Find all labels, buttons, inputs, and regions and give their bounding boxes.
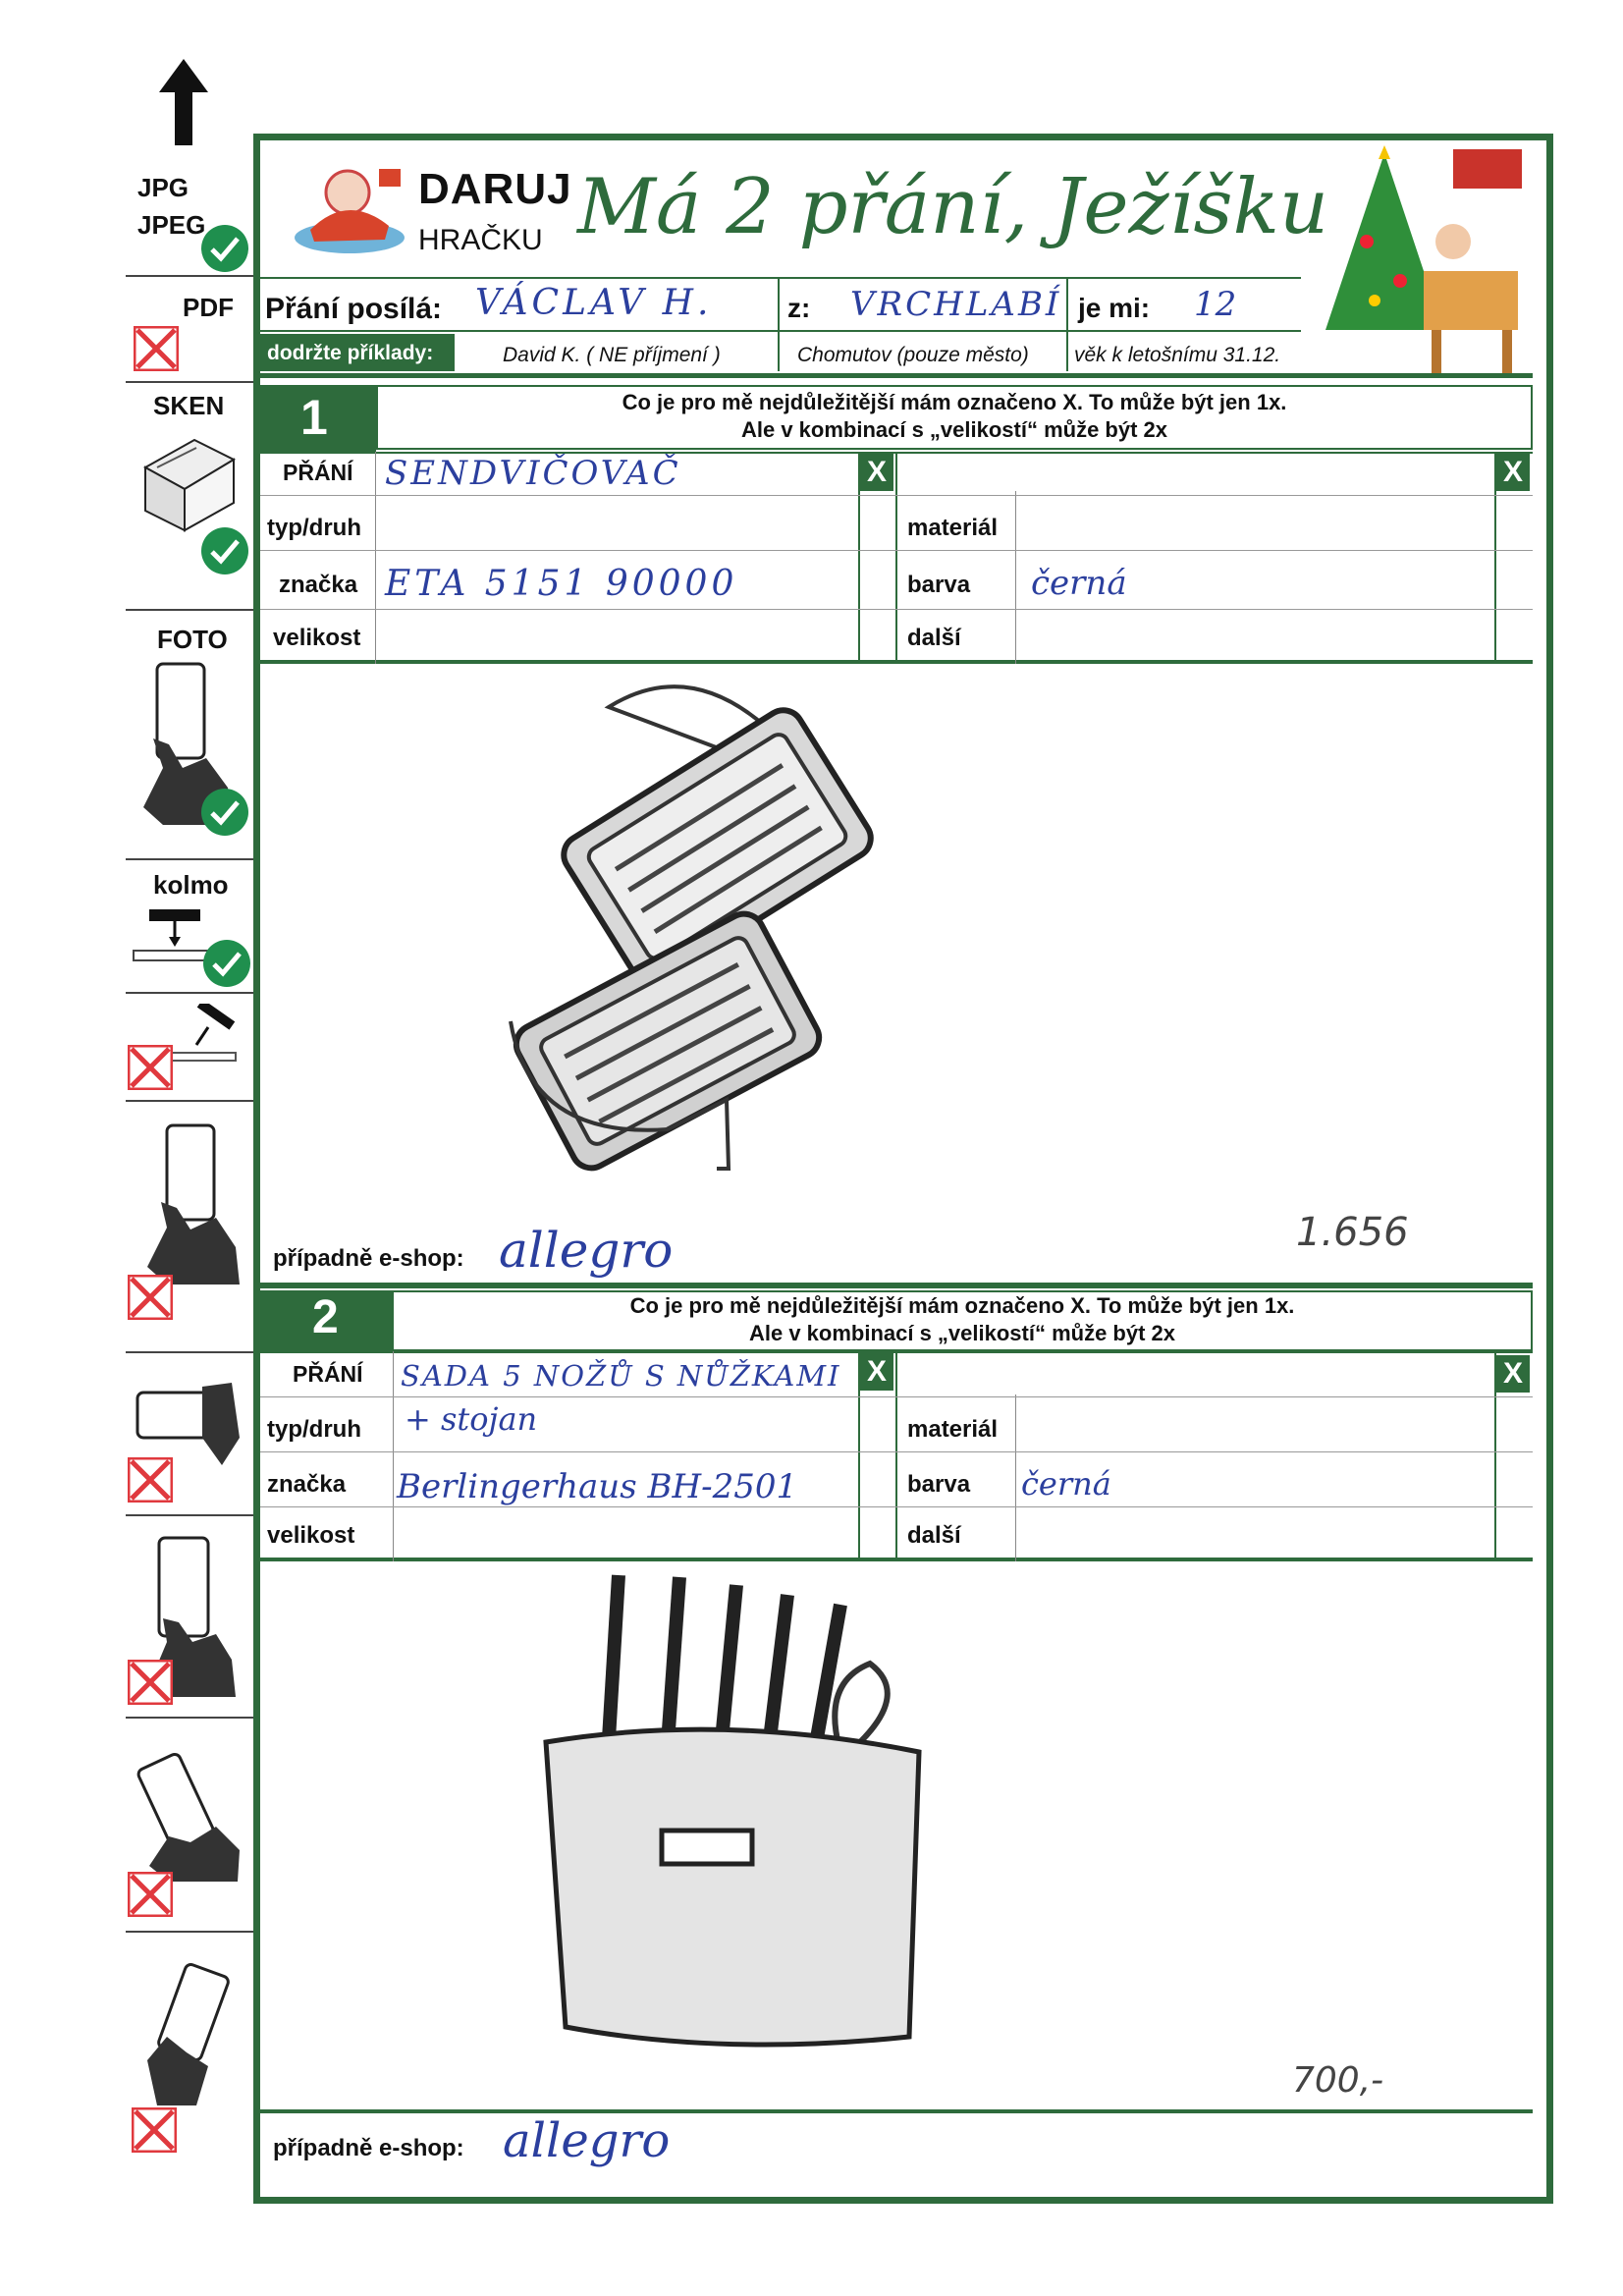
brand-value: Berlingerhaus BH-2501	[397, 1467, 798, 1506]
example-city: Chomutov (pouze město)	[797, 344, 1029, 366]
instruction-text	[392, 1292, 1533, 1347]
age-value: 12	[1194, 285, 1237, 324]
from-value: VRCHLABÍ	[850, 285, 1062, 324]
wish-value: SADA 5 NOŽŮ S NŮŽKAMI	[401, 1359, 841, 1393]
sidebar-label-sken: SKEN	[153, 391, 225, 420]
cross-icon	[128, 1872, 173, 1917]
instruction-line: Co je pro mě nejdůležitější mám označeno X. To může být jen 1x.	[629, 1293, 1295, 1318]
sidebar-label-foto: FOTO	[157, 625, 228, 654]
sandwich-maker-drawing	[471, 668, 923, 1178]
priority-x-mark: X	[1496, 454, 1530, 491]
field-label-brand: značka	[267, 1471, 347, 1498]
cross-icon	[132, 2107, 177, 2153]
phone-hand-icon	[137, 1120, 245, 1286]
instruction-line: Ale v kombinací s „velikostí“ může být 2x	[740, 417, 1168, 442]
priority-x-mark: X	[860, 1353, 893, 1391]
phone-tilted-icon	[137, 1958, 255, 2115]
cross-icon	[134, 326, 179, 371]
brand-value: ETA 5151 90000	[385, 564, 738, 604]
sender-value: VÁCLAV H.	[475, 283, 713, 323]
field-label-wish: PŘÁNÍ	[283, 460, 353, 485]
instruction-line: Ale v kombinací s „velikostí“ může být 2x	[748, 1321, 1176, 1345]
priority-x-mark: X	[860, 454, 893, 491]
example-name: David K. ( NE příjmení )	[503, 344, 721, 366]
logo-line2: HRAČKU	[418, 224, 543, 256]
price-note: 1.656	[1296, 1210, 1409, 1255]
examples-label: dodržte příklady:	[267, 342, 434, 364]
field-label-other: další	[907, 1522, 961, 1549]
cross-icon	[128, 1457, 173, 1503]
knife-set-drawing	[526, 1565, 939, 2056]
logo-icon	[291, 153, 412, 257]
cross-icon	[128, 1660, 173, 1705]
field-label-material: materiál	[907, 1416, 999, 1443]
wish-number: 2	[312, 1291, 339, 1343]
age-label: je mi:	[1078, 293, 1151, 323]
from-label: z:	[787, 293, 811, 323]
christmas-tree-icon	[1306, 143, 1534, 379]
color-value: černá	[1021, 1465, 1111, 1503]
sidebar-label-kolmo: kolmo	[153, 870, 229, 900]
field-label-other: další	[907, 625, 961, 651]
check-icon	[200, 224, 249, 273]
type-value: + stojan	[405, 1400, 538, 1438]
instruction-text	[376, 389, 1533, 444]
eshop-label: případně e-shop:	[273, 2135, 464, 2161]
price-note: 700,-	[1292, 2060, 1384, 2101]
sender-label: Přání posílá:	[265, 293, 443, 325]
scanner-icon	[135, 428, 240, 536]
eshop-value: allegro	[499, 1222, 674, 1279]
sidebar-label-jpeg: JPEG	[137, 210, 206, 240]
field-label-type: typ/druh	[267, 515, 361, 541]
field-label-color: barva	[907, 572, 971, 598]
phone-tilted-icon	[130, 1748, 247, 1886]
wish-number: 1	[300, 390, 328, 445]
eshop-value: allegro	[503, 2113, 671, 2168]
page-title: Má 2 přání, Ježíšku	[577, 163, 1329, 251]
priority-x-mark: X	[1496, 1355, 1530, 1393]
wish-value: SENDVIČOVAČ	[385, 454, 681, 493]
sidebar-label-jpg: JPG	[137, 173, 189, 202]
field-label-size: velikost	[273, 625, 361, 651]
check-icon	[202, 939, 251, 988]
eshop-label: případně e-shop:	[273, 1245, 464, 1272]
cross-icon	[128, 1275, 173, 1320]
phone-landscape-icon	[134, 1379, 242, 1467]
instruction-line: Co je pro mě nejdůležitější mám označeno X. To může být jen 1x.	[622, 390, 1287, 414]
field-label-color: barva	[907, 1471, 971, 1498]
arrow-up-icon	[157, 57, 210, 147]
color-value: černá	[1031, 564, 1127, 603]
check-icon	[200, 526, 249, 575]
field-label-type: typ/druh	[267, 1416, 361, 1443]
field-label-wish: PŘÁNÍ	[293, 1361, 363, 1387]
sidebar-label-pdf: PDF	[183, 293, 234, 322]
field-label-material: materiál	[907, 515, 999, 541]
check-icon	[200, 788, 249, 837]
field-label-size: velikost	[267, 1522, 355, 1549]
logo-line1: DARUJ	[418, 165, 572, 213]
cross-icon	[128, 1045, 173, 1090]
example-age: věk k letošnímu 31.12.	[1074, 344, 1281, 366]
field-label-brand: značka	[279, 572, 358, 598]
